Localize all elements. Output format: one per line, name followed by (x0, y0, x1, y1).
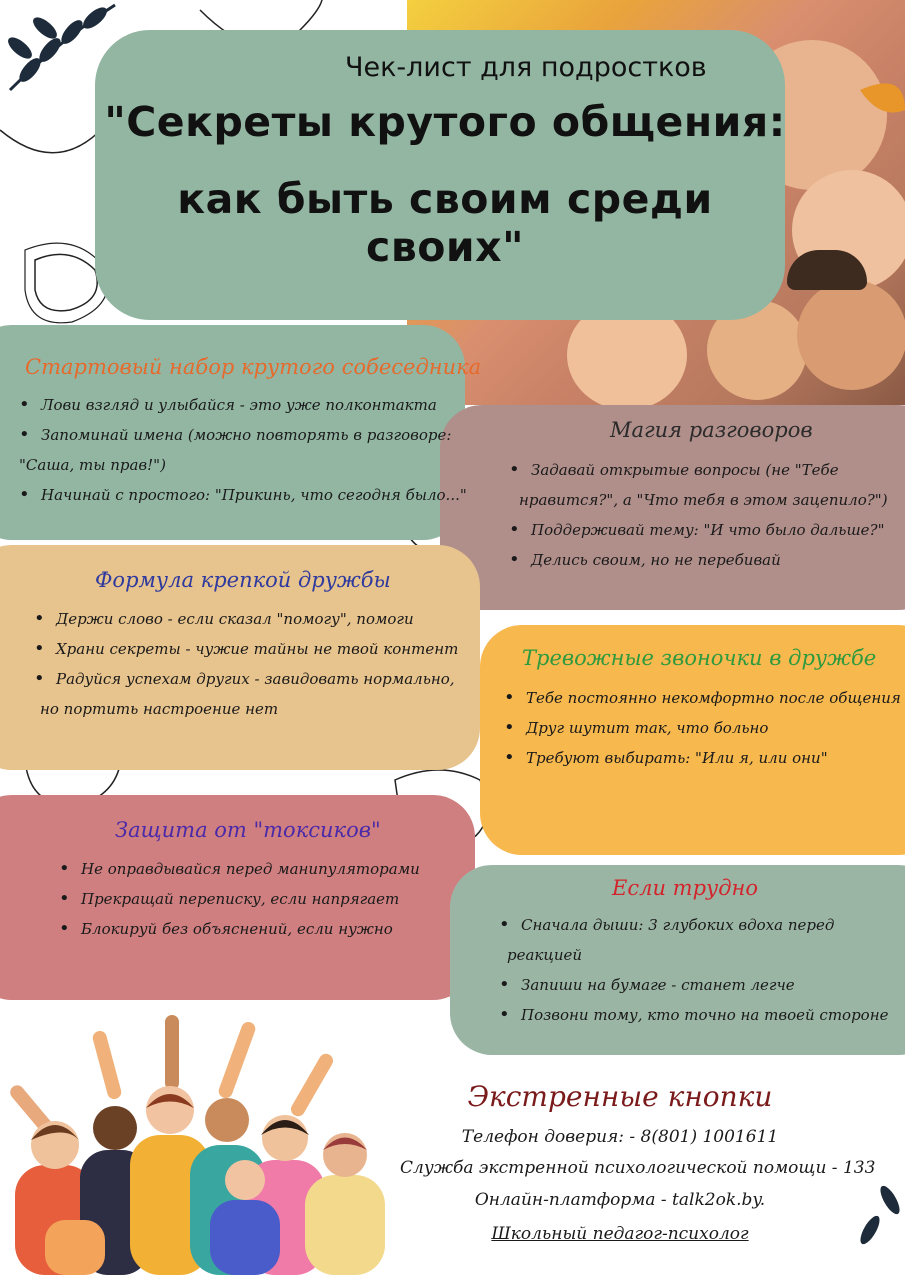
page-subtitle: Чек-лист для подростков (345, 52, 707, 83)
list-item: • Поддерживай тему: "И что было дальше?" (531, 515, 905, 545)
list-item: • Запоминай имена (можно повторять в разговоре: (41, 420, 481, 450)
emergency-title: Экстренные кнопки (467, 1080, 773, 1113)
magic-list (505, 455, 905, 575)
friendship-list (30, 604, 486, 724)
list-item: • Блокируй без объяснений, если нужно (81, 914, 481, 944)
hard-list (495, 910, 905, 1030)
magic-title: Магия разговоров (610, 418, 813, 442)
list-item: • Требуют выбирать: "Или я, или они" (526, 743, 905, 773)
emergency-service: Служба экстренной психологической помощи - 133 (400, 1158, 876, 1178)
hard-title: Если трудно (612, 876, 758, 900)
list-item: • Запиши на бумаге - станет легче (521, 970, 905, 1000)
starter-title: Стартовый набор крутого собеседника (25, 355, 482, 379)
online-platform-link[interactable]: Онлайн-платформа - talk2ok.by. (474, 1190, 766, 1210)
toxic-title: Защита от "токсиков" (115, 818, 381, 842)
page-title-line-1: "Секреты крутого общения: (104, 98, 786, 146)
list-item: • Позвони тому, кто точно на твоей стороне (521, 1000, 905, 1030)
hotline-phone: Телефон доверия: - 8(801) 1001611 (461, 1127, 779, 1147)
list-item-continuation: реакцией (507, 946, 583, 964)
list-item: • Тебе постоянно некомфортно после общения (526, 683, 905, 713)
alarm-title: Тревожные звоночки в дружбе (522, 646, 877, 670)
friendship-title: Формула крепкой дружбы (95, 568, 391, 592)
list-item: • Прекращай переписку, если напрягает (81, 884, 481, 914)
list-item: • Не оправдывайся перед манипуляторами (81, 854, 481, 884)
list-item-continuation: нравится?", а "Что тебя в этом зацепило?") (519, 491, 888, 509)
toxic-list (55, 854, 481, 944)
list-item: • Храни секреты - чужие тайны не твой контент (56, 634, 486, 664)
list-item: • Делись своим, но не перебивай (531, 545, 905, 575)
school-psychologist: Школьный педагог-психолог (491, 1224, 749, 1244)
list-item: • Друг шутит так, что больно (526, 713, 905, 743)
alarm-list (500, 683, 905, 773)
list-item: • Сначала дыши: 3 глубоких вдоха перед (521, 910, 905, 940)
list-item-continuation: "Саша, ты прав!") (19, 456, 166, 474)
people-illustration (5, 1010, 405, 1275)
list-item: • Держи слово - если сказал "помогу", помоги (56, 604, 486, 634)
list-item-continuation: но портить настроение нет (40, 700, 279, 718)
list-item: • Задавай открытые вопросы (не "Тебе (531, 455, 905, 485)
page-title-line-2: как быть своим среди своих" (177, 175, 713, 271)
online-platform (400, 1190, 840, 1210)
starter-list (15, 390, 481, 510)
list-item: • Начинай с простого: "Прикинь, что сегодня было..." (41, 480, 481, 510)
list-item: • Радуйся успехам других - завидовать нормально, (56, 664, 486, 694)
list-item: • Лови взгляд и улыбайся - это уже полконтакта (41, 390, 481, 420)
